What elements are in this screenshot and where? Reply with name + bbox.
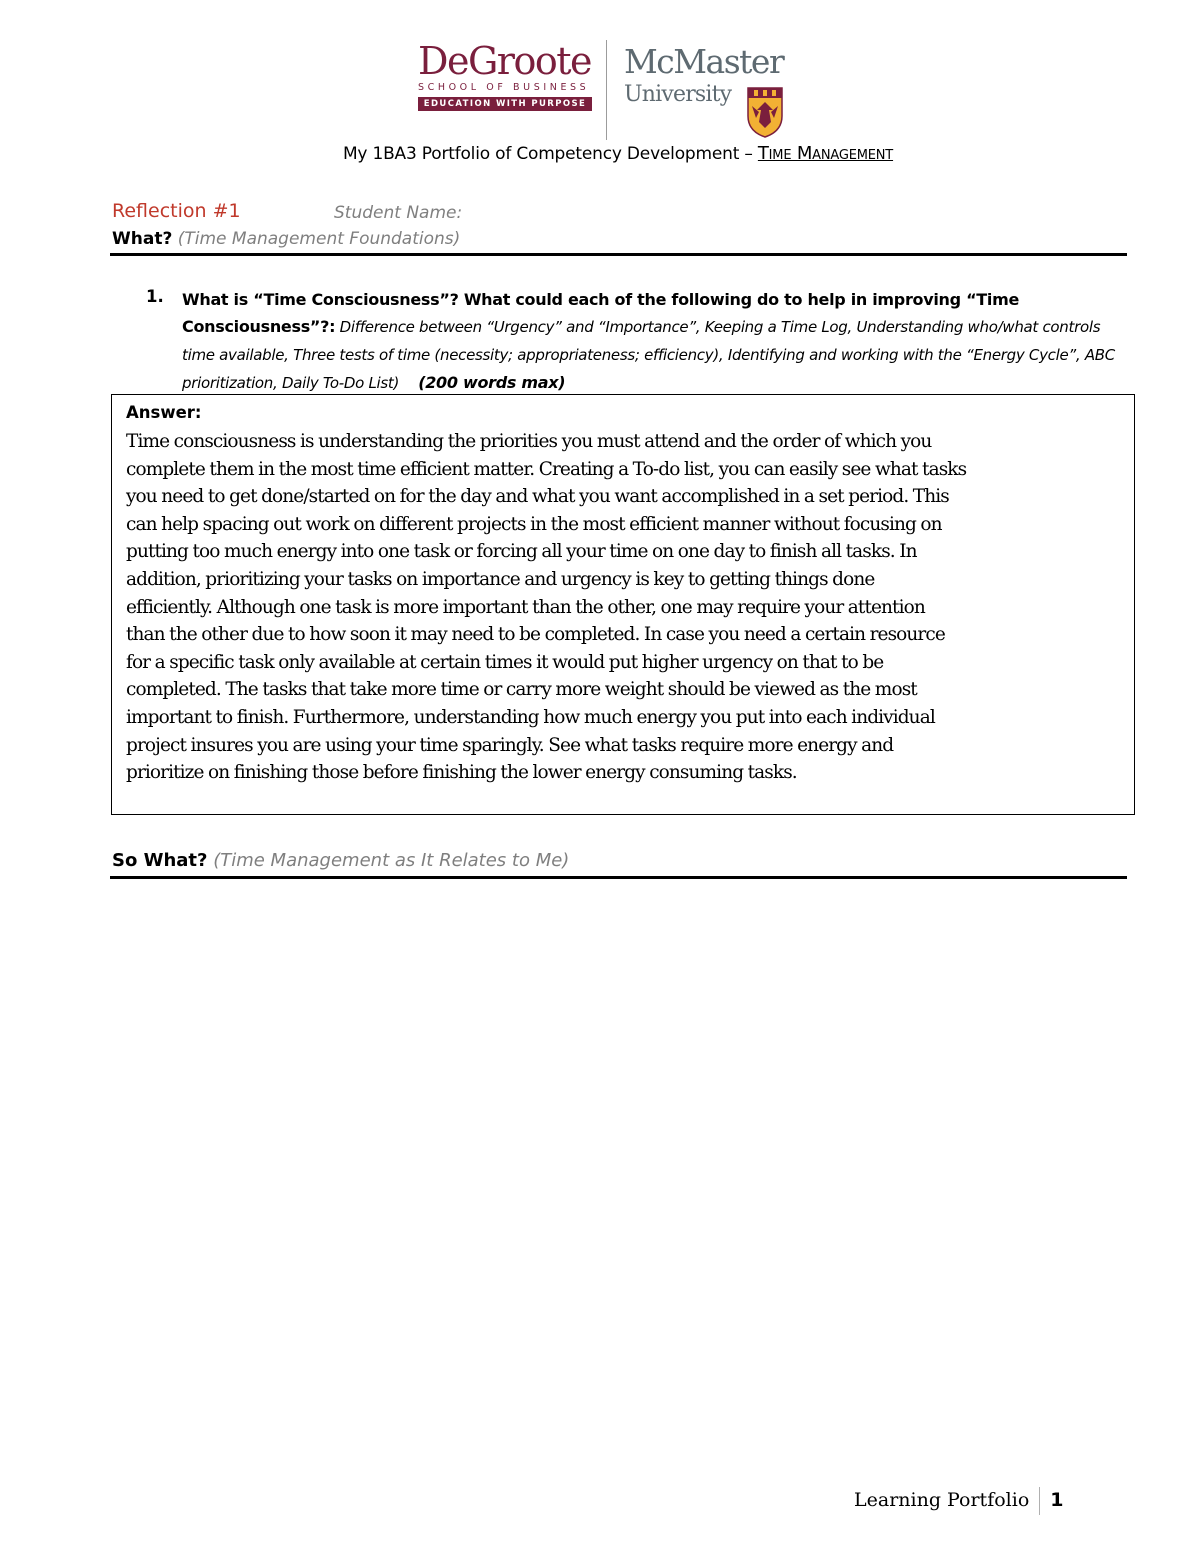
question-text xyxy=(182,286,1122,397)
degroote-name: DeGroote xyxy=(418,39,591,83)
page-number: 1 xyxy=(1050,1489,1064,1511)
answer-box xyxy=(111,394,1135,815)
footer-label: Learning Portfolio xyxy=(854,1489,1030,1511)
so-what-heading-label: So What? xyxy=(112,850,208,871)
header-logos xyxy=(418,38,798,142)
what-heading xyxy=(112,229,460,249)
reflection-label: Reflection #1 xyxy=(112,200,241,222)
what-divider xyxy=(110,253,1127,256)
student-name-label: Student Name: xyxy=(334,203,463,223)
so-what-subheading: (Time Management as It Relates to Me) xyxy=(213,850,570,871)
what-heading-label: What? xyxy=(112,229,173,249)
question-topics: Difference between “Urgency” and “Importance”, Keeping a Time Log, Understanding who/what controls time available, Three tests of time (necessity; appropriateness; efficiency), Identifying and working with the “Energy Cycle”, ABC prioritization, Daily To-Do List) xyxy=(182,318,1115,392)
mcmaster-crest-icon xyxy=(746,86,784,138)
what-subheading: (Time Management Foundations) xyxy=(177,229,461,249)
question-number: 1. xyxy=(146,287,164,306)
title-topic: Time Management xyxy=(757,143,894,164)
question-bold: What is “Time Consciousness”? What could each of the following do to help in improving “Time Consciousness”?: xyxy=(182,290,1020,336)
mcmaster-logo xyxy=(624,42,796,108)
logo-divider xyxy=(606,40,607,140)
so-what-divider xyxy=(110,876,1127,879)
question-word-limit: (200 words max) xyxy=(418,373,566,392)
answer-text: Time consciousness is understanding the priorities you must attend and the order of which you complete them in the most time efficient matter. Creating a To-do list, you can easily see what tasks you need to get done/started on for the day and what you want accomplished in a set period. This can help spacing out work on different projects in the most efficient manner without focusing on putting too much energy into one task or forcing all your time on one day to finish all tasks. In addition, prioritizing your tasks on importance and urgency is key to getting things done efficiently. Although one task is more important than the other, one may require your attention than the other due to how soon it may need to be completed. In case you need a certain resource for a specific task only available at certain times it would put higher urgency on that to be completed. The tasks that take more time or carry more weight should be viewed as the most important to finish. Furthermore, understanding how much energy you put into each individual project insures you are using your time sparingly. See what tasks require more energy and prioritize on finishing those before finishing the lower energy consuming tasks. xyxy=(126,431,967,784)
footer-separator xyxy=(1039,1487,1040,1515)
degroote-school: SCHOOL OF BUSINESS xyxy=(418,82,590,93)
degroote-tagline: EDUCATION WITH PURPOSE xyxy=(418,97,592,111)
answer-label: Answer: xyxy=(126,403,202,422)
page-footer xyxy=(854,1487,1064,1515)
title-prefix: My 1BA3 Portfolio of Competency Development – xyxy=(342,144,758,164)
mcmaster-name: McMaster xyxy=(624,42,784,81)
degroote-logo xyxy=(418,38,600,111)
mcmaster-university: University xyxy=(624,82,732,107)
so-what-heading xyxy=(112,850,569,871)
document-title xyxy=(0,143,1200,164)
